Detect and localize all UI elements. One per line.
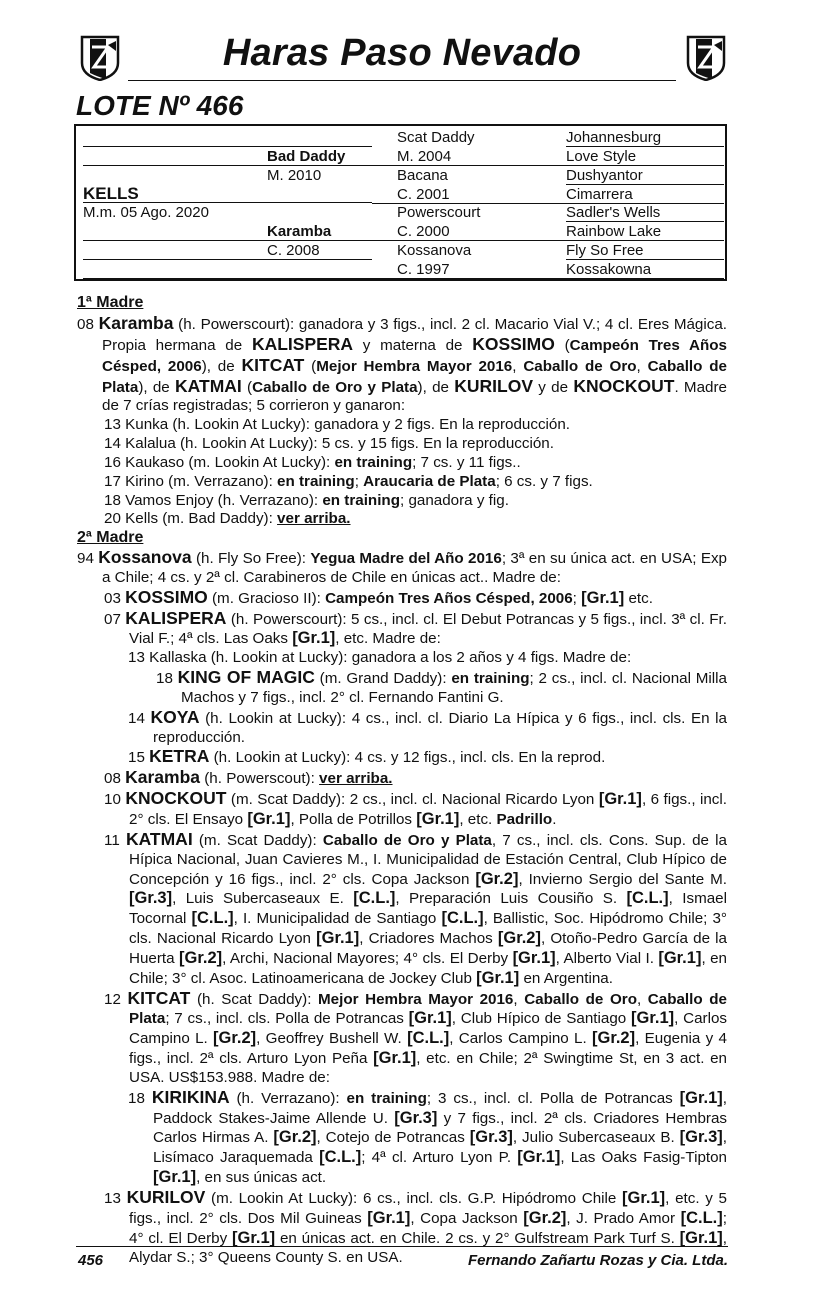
pedigree-g6: Rainbow Lake bbox=[566, 224, 724, 241]
pedigree-ds-year: C. 2000 bbox=[372, 224, 566, 241]
footer-company: Fernando Zañartu Rozas y Cia. Ltda. bbox=[467, 1252, 728, 1269]
pedigree-sd-year: C. 2001 bbox=[372, 187, 566, 204]
list-item: 17 Kirino (m. Verrazano): en training; Araucaria de Plata; 6 cs. y 7 figs. bbox=[104, 472, 593, 490]
header-rule bbox=[128, 80, 676, 81]
list-item: 10 KNOCKOUT (m. Scat Daddy): 2 cs., incl. cl. Nacional Ricardo Lyon [Gr.1], 6 figs., incl. 2° cls. El Ensayo [Gr.1], Polla de Potrillos [Gr.1], etc. Padrillo. bbox=[104, 788, 727, 828]
list-item: 15 KETRA (h. Lookin at Lucky): 4 cs. y 12 figs., incl. cls. En la reprod. bbox=[128, 746, 606, 767]
pedigree-ss-year: M. 2004 bbox=[372, 149, 566, 166]
pedigree-ds: Powerscourt bbox=[397, 204, 481, 221]
pedigree-rule bbox=[83, 243, 372, 260]
list-item: 16 Kaukaso (m. Lookin At Lucky): en training; 7 cs. y 11 figs.. bbox=[104, 453, 521, 471]
pedigree-g1: Johannesburg bbox=[566, 130, 724, 147]
page-header bbox=[76, 30, 728, 85]
list-item: 14 Kalalua (h. Lookin At Lucky): 5 cs. y 15 figs. En la reproducción. bbox=[104, 435, 554, 453]
list-item: 13 KURILOV (m. Lookin At Lucky): 6 cs., incl. cls. G.P. Hipódromo Chile [Gr.1], etc. y 5 figs., incl. 2° cls. Dos Mil Guineas [Gr.1], Copa Jackson [Gr.2], J. Prado Amor [C.L.]; 4° cl. El Derby [Gr.1] en únicas act. en Chile. 2 cs. y 2° Gulfstream Park Turf S. [Gr.1], Alydar S.; 3° Queens County S. en USA. bbox=[104, 1187, 728, 1266]
pedigree-dd-year: C. 1997 bbox=[372, 262, 566, 279]
pedigree-rule bbox=[83, 262, 372, 279]
pedigree-g7: Fly So Free bbox=[566, 243, 724, 260]
first-dam-entry: 08 Karamba (h. Powerscourt): ganadora y 3 figs., incl. 2 cl. Macario Vial V.; 4 cl. Eres Mágica. Propia hermana de KALISPERA y materna de KOSSIMO (Campeón Tres Años Césped, 2006), de KITCAT (Mejor Hembra Mayor 2016, Caballo de Oro, Caballo de Plata), de KATMAI (Caballo de Oro y Plata), de KURILOV y de KNOCKOUT. Madre de 7 crías registradas; 5 corrieron y ganaron: bbox=[77, 313, 727, 415]
pedigree-dam: Karamba bbox=[83, 224, 372, 241]
list-item: 03 KOSSIMO (m. Gracioso II): Campeón Tres Años Césped, 2006; [Gr.1] etc. bbox=[104, 586, 653, 607]
pedigree-ss: Scat Daddy bbox=[397, 129, 475, 146]
list-item: 20 Kells (m. Bad Daddy): ver arriba. bbox=[104, 510, 351, 528]
zanartu-crest-icon bbox=[78, 33, 122, 81]
list-item: 13 Kallaska (h. Lookin at Lucky): ganadora a los 2 años y 4 figs. Madre de: bbox=[128, 649, 632, 667]
list-item: 13 Kunka (h. Lookin At Lucky): ganadora y 2 figs. En la reproducción. bbox=[104, 416, 571, 434]
pedigree-rule bbox=[83, 130, 372, 147]
page-number: 456 bbox=[78, 1252, 104, 1269]
section-second-dam: 2ª Madre bbox=[77, 529, 144, 546]
pedigree-dd: Kossanova bbox=[397, 242, 472, 259]
pedigree-horse: KELLS bbox=[83, 186, 372, 203]
list-item: 18 KING OF MAGIC (m. Grand Daddy): en training; 2 cs., incl. cl. Nacional Milla Machos y 7 figs., incl. 2° cl. Fernando Fantini G. bbox=[156, 667, 727, 706]
second-dam-text bbox=[77, 548, 727, 1267]
first-dam-text bbox=[77, 314, 727, 529]
pedigree-sire: Bad Daddy bbox=[83, 149, 372, 166]
list-item: 08 Karamba (h. Powerscout): ver arriba. bbox=[104, 767, 393, 788]
page-title: Haras Paso Nevado bbox=[222, 32, 582, 74]
second-dam-entry: 94 Kossanova (h. Fly So Free): Yegua Madre del Año 2016; 3ª en su única act. en USA; Exp a Chile; 4 cs. y 2ª cl. Carabineros de Chile en únicas act.. Madre de: bbox=[77, 547, 727, 586]
list-item: 07 KALISPERA (h. Powerscourt): 5 cs., incl. cl. El Debut Potrancas y 5 figs., incl. 3ª cl. Fr. Vial F.; 4ª cls. Las Oaks [Gr.1], etc. Madre de: bbox=[104, 607, 727, 648]
list-item: 11 KATMAI (m. Scat Daddy): Caballo de Oro y Plata, 7 cs., incl. cls. Cons. Sup. de la Hípica Nacional, Juan Cavieres M., I. Municipalidad de Estación Central, Club Hípico de Concepción y 16 figs., incl. 2° cls. Copa Jackson [Gr.2], Invierno Sergio del Sante M. [Gr.3], Luis Subercaseaux E. [C.L.], Preparación Luis Cousiño S. [C.L.], Ismael Tocornal [C.L.], I. Municipalidad de Santiago [C.L.], Ballistic, Soc. Hipódromo Chile; 3° cls. Nacional Ricardo Lyon [Gr.1], Criadores Machos [Gr.2], Otoño-Pedro García de la Huerta [Gr.2], Archi, Nacional Mayores; 4° cls. El Derby [Gr.1], Alberto Vial I. [Gr.1], en Chile; 3° cl. Asoc. Latinoamericana de Jockey Club [Gr.1] en Argentina. bbox=[104, 828, 728, 987]
pedigree-sire-year: M. 2010 bbox=[267, 167, 322, 184]
footer-rule bbox=[76, 1246, 728, 1247]
pedigree-sd: Bacana bbox=[397, 167, 448, 184]
pedigree-dam-year: C. 2008 bbox=[267, 242, 320, 259]
section-first-dam: 1ª Madre bbox=[77, 294, 144, 311]
list-item: 18 Vamos Enjoy (h. Verrazano): en training; ganadora y fig. bbox=[104, 491, 509, 509]
pedigree-table bbox=[74, 124, 727, 281]
pedigree-g4: Cimarrera bbox=[566, 187, 724, 204]
pedigree-horse-info: M.m. 05 Ago. 2020 bbox=[83, 204, 209, 221]
list-item: 12 KITCAT (h. Scat Daddy): Mejor Hembra Mayor 2016, Caballo de Oro, Caballo de Plata; 7 cs., incl. cls. Polla de Potrancas [Gr.1], Club Hípico de Santiago [Gr.1], Carlos Campino L. [Gr.2], Geoffrey Bushell W. [C.L.], Carlos Campino L. [Gr.2], Eugenia y 4 figs., incl. 2ª cls. Arturo Lyon Peña [Gr.1], etc. en Chile; 2ª Swingtime St, en 3 act. en USA. US$153.988. Madre de: bbox=[104, 987, 728, 1086]
pedigree-g8: Kossakowna bbox=[566, 262, 724, 279]
pedigree-g3: Dushyantor bbox=[566, 168, 724, 185]
list-item: 14 KOYA (h. Lookin at Lucky): 4 cs., incl. cl. Diario La Hípica y 6 figs., incl. cls. En la reproducción. bbox=[128, 706, 727, 746]
zanartu-crest-icon bbox=[684, 33, 728, 81]
list-item: 18 KIRIKINA (h. Verrazano): en training; 3 cs., incl. cl. Polla de Potrancas [Gr.1], Paddock Stakes-Jaime Allende U. [Gr.3] y 7 figs., incl. 2ª cls. Criadores Hembras Carlos Hirmas A. [Gr.2], Cotejo de Potrancas [Gr.3], Julio Subercaseaux B. [Gr.3], Lisímaco Jaraquemada [C.L.]; 4ª cl. Arturo Lyon P. [Gr.1], Las Oaks Fasig-Tipton [Gr.1], en sus únicas act. bbox=[128, 1086, 728, 1187]
lot-number: LOTE Nº 466 bbox=[76, 90, 244, 121]
pedigree-g5: Sadler's Wells bbox=[566, 205, 724, 222]
pedigree-g2: Love Style bbox=[566, 149, 724, 166]
